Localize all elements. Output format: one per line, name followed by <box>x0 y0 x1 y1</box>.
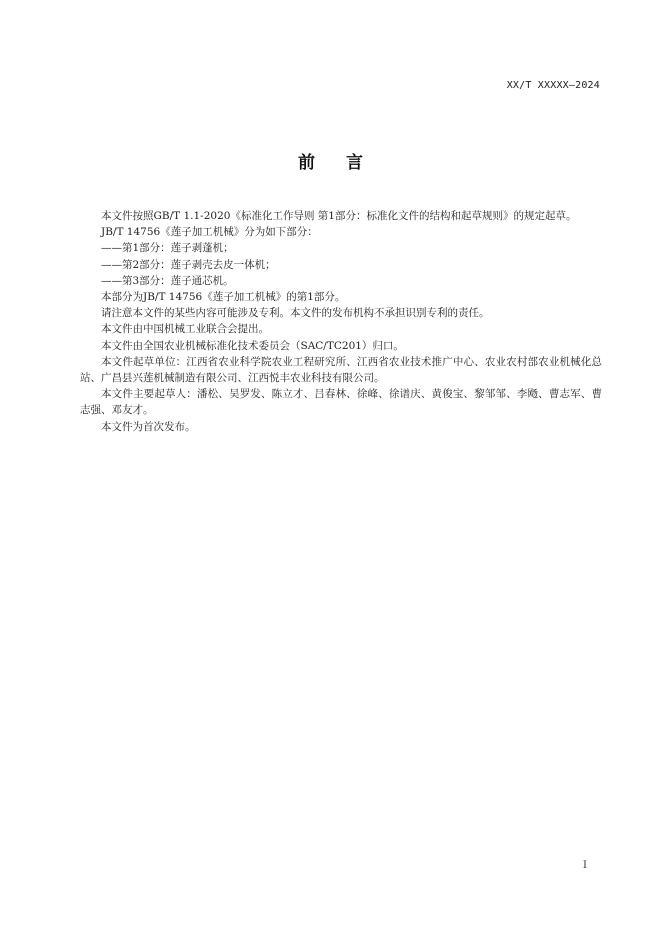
page-title <box>0 148 662 173</box>
title-char-2: 言 <box>346 153 364 173</box>
paragraph-drafters: 本文件主要起草人：潘松、吴罗发、陈立才、吕春林、徐峰、徐谱庆、黄俊宝、黎邹邹、李飏、曹志军、曹志强、邓友才。 <box>80 388 602 417</box>
foreword-body <box>80 208 602 435</box>
paragraph-first-release: 本文件为首次发布。 <box>101 420 196 433</box>
paragraph-drafting-rules: 本文件按照GB/T 1.1-2020《标准化工作导则 第1部分：标准化文件的结构和起草规则》的规定起草。 <box>101 210 577 222</box>
faint-watermark <box>155 904 505 922</box>
paragraph-drafting-units: 本文件起草单位：江西省农业科学院农业工程研究所、江西省农业技术推广中心、农业农村部农业机械化总站、广昌县兴莲机械制造有限公司、江西悦丰农业科技有限公司。 <box>80 355 602 385</box>
page-number: I <box>583 860 587 871</box>
title-char-1: 前 <box>298 153 316 173</box>
part-1-item: ——第1部分：莲子剥蓬机； <box>101 242 234 255</box>
part-2-item: ——第2部分：莲子剥壳去皮一体机； <box>101 258 276 271</box>
standard-code: XX/T XXXXX—2024 <box>506 80 600 91</box>
paragraph-under-jurisdiction: 本文件由全国农业机械标准化技术委员会（SAC/TC201）归口。 <box>101 339 404 352</box>
part-3-item: ——第3部分：莲子通芯机。 <box>101 274 234 287</box>
paragraph-proposed-by: 本文件由中国机械工业联合会提出。 <box>101 323 269 336</box>
paragraph-patent-notice: 请注意本文件的某些内容可能涉及专利。本文件的发布机构不承担识别专利的责任。 <box>101 307 490 320</box>
paragraph-parts-intro: JB/T 14756《莲子加工机械》分为如下部分： <box>101 226 318 239</box>
paragraph-this-part: 本部分为JB/T 14756《莲子加工机械》的第1部分。 <box>101 291 346 304</box>
